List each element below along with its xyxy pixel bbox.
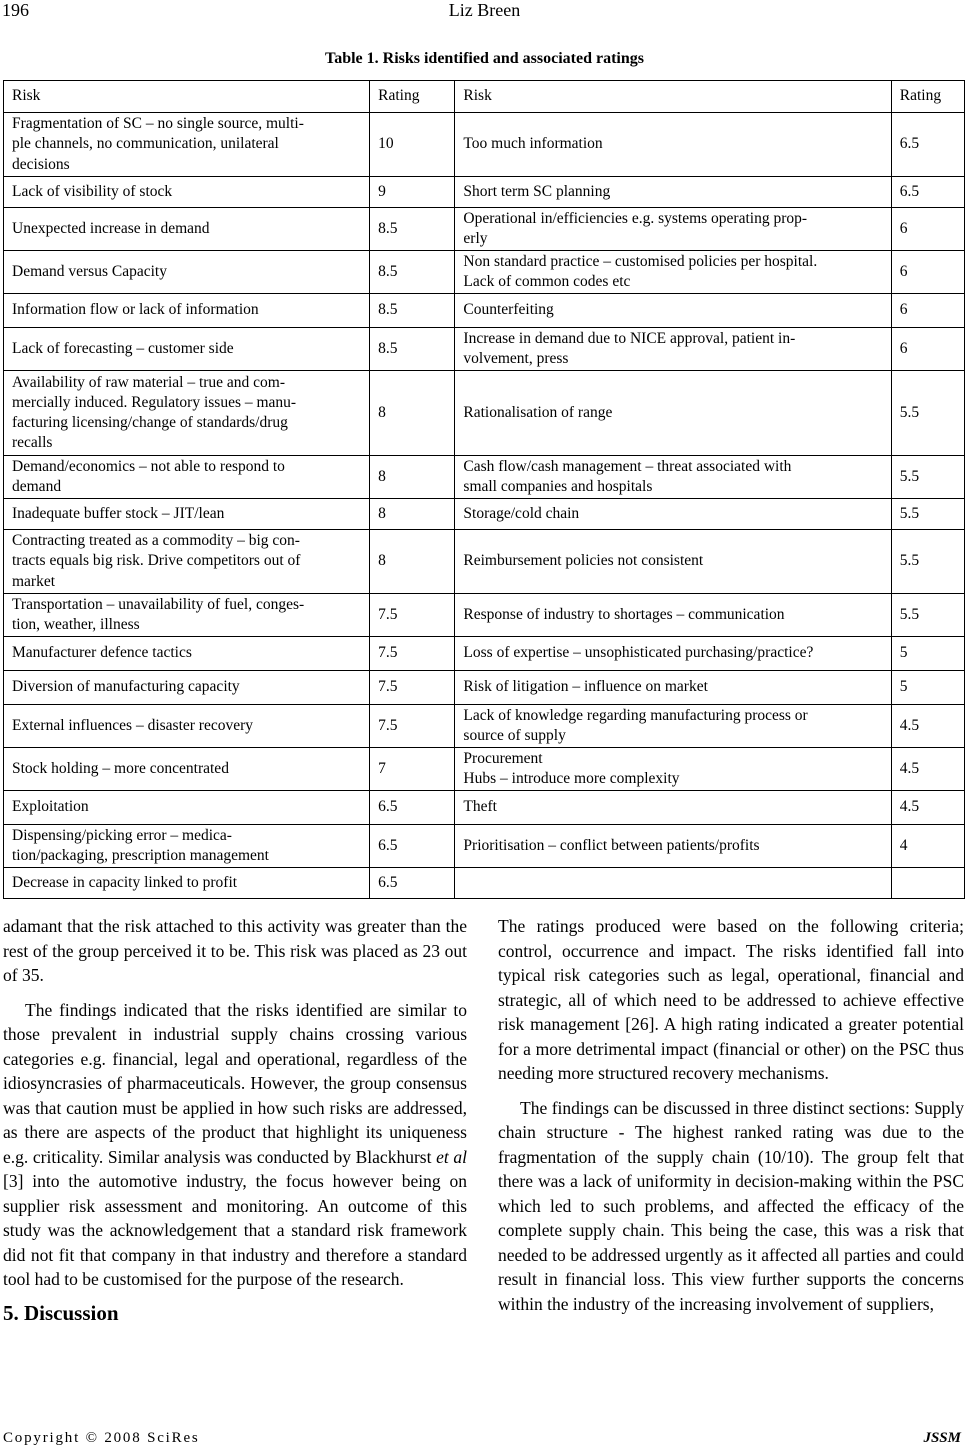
table-row bbox=[4, 705, 965, 748]
cell-line: Dispensing/picking error – medica- bbox=[12, 826, 232, 844]
cell-line: Contracting treated as a commodity – big con- bbox=[12, 532, 300, 550]
cell-line: Unexpected increase in demand bbox=[12, 219, 210, 237]
rating-cell: 9 bbox=[370, 177, 455, 208]
cell-line: Transportation – unavailability of fuel, conges- bbox=[12, 595, 305, 613]
risk-cell bbox=[455, 530, 891, 594]
risk-cell bbox=[4, 791, 370, 825]
rating-cell: 7.5 bbox=[370, 671, 455, 705]
table-row bbox=[4, 251, 965, 294]
rating-cell: 5.5 bbox=[891, 530, 964, 594]
paragraph: The findings can be discussed in three distinct sections: Supply chain structure - The highest ranked rating was due to the fragmentation of the supply chain (10/10). The group felt that there was a lack of uniformity in decision-making within the PSC which led to such problems, and affected the efficacy of the complete supply chain. This being the case, this was a risk that needed to be addressed urgently as it affected all parties and could result in financial loss. This view further supports the concerns within the industry of the increasing involvement of suppliers, bbox=[498, 1097, 964, 1314]
cell-line: Manufacturer defence tactics bbox=[12, 644, 192, 662]
cell-line: Reimbursement policies not consistent bbox=[463, 552, 704, 570]
cell-line: market bbox=[12, 572, 56, 590]
rating-cell: 4.5 bbox=[891, 705, 964, 748]
risk-cell bbox=[4, 671, 370, 705]
cell-line: tion/packaging, prescription management bbox=[12, 847, 269, 864]
rating-cell bbox=[891, 868, 964, 899]
risk-cell bbox=[4, 251, 370, 294]
left-column bbox=[3, 914, 467, 1326]
risk-cell bbox=[4, 748, 370, 791]
rating-cell: 7.5 bbox=[370, 594, 455, 637]
risk-cell bbox=[4, 705, 370, 748]
table-row bbox=[4, 671, 965, 705]
risk-cell bbox=[4, 208, 370, 251]
rating-cell: 7 bbox=[370, 748, 455, 791]
table-row bbox=[4, 530, 965, 594]
risk-cell bbox=[455, 113, 891, 177]
risk-cell bbox=[4, 456, 370, 499]
risk-cell bbox=[455, 705, 891, 748]
risk-cell bbox=[455, 499, 891, 530]
cell-line: Lack of knowledge regarding manufacturing process or bbox=[463, 706, 808, 724]
cell-line: Loss of expertise – unsophisticated purchasing/practice? bbox=[463, 644, 814, 662]
cell-line: Lack of visibility of stock bbox=[12, 182, 173, 200]
cell-line: Fragmentation of SC – no single source, multi- bbox=[12, 115, 304, 133]
paragraph bbox=[3, 998, 467, 1292]
rating-cell: 4 bbox=[891, 825, 964, 868]
rating-cell: 7.5 bbox=[370, 637, 455, 671]
rating-cell: 5.5 bbox=[891, 371, 964, 456]
cell-line: Counterfeiting bbox=[463, 301, 554, 319]
cell-line: Risk of litigation – influence on market bbox=[463, 678, 708, 696]
cell-line: Theft bbox=[463, 798, 497, 816]
table-caption: Table 1. Risks identified and associated ratings bbox=[324, 50, 644, 67]
rating-cell: 6.5 bbox=[891, 177, 964, 208]
cell-line: External influences – disaster recovery bbox=[12, 716, 254, 734]
risk-cell bbox=[4, 328, 370, 371]
rating-cell: 8.5 bbox=[370, 208, 455, 251]
table-header-row bbox=[4, 81, 965, 113]
rating-cell: 6.5 bbox=[891, 113, 964, 177]
rating-cell: 7.5 bbox=[370, 705, 455, 748]
risk-cell bbox=[455, 294, 891, 328]
risk-cell bbox=[455, 868, 891, 899]
rating-cell: 6.5 bbox=[370, 868, 455, 899]
table-row bbox=[4, 791, 965, 825]
section-heading: 5. Discussion bbox=[3, 1300, 119, 1325]
column-header-rating: Rating bbox=[891, 81, 964, 113]
cell-line: Operational in/efficiencies e.g. systems operating prop- bbox=[463, 209, 808, 227]
rating-cell: 4.5 bbox=[891, 748, 964, 791]
risk-cell bbox=[4, 177, 370, 208]
rating-cell: 6 bbox=[891, 328, 964, 371]
risk-cell bbox=[4, 113, 370, 177]
table-row bbox=[4, 177, 965, 208]
rating-cell: 8.5 bbox=[370, 294, 455, 328]
rating-cell: 5 bbox=[891, 671, 964, 705]
risk-cell bbox=[4, 499, 370, 530]
risk-cell bbox=[455, 825, 891, 868]
paragraph-text: [3] into the automotive industry, the focus however being on supplier risk assessment and monitoring. An outcome of this study was the acknowledgement that a standard risk framework did not fit that company in that industry and therefore a standard tool had to be customised for the purpose of the research. bbox=[3, 1171, 467, 1289]
risk-cell bbox=[4, 294, 370, 328]
rating-cell: 5.5 bbox=[891, 594, 964, 637]
table-row bbox=[4, 825, 965, 868]
column-header-risk: Risk bbox=[4, 81, 370, 113]
rating-cell: 6 bbox=[891, 208, 964, 251]
risk-cell bbox=[455, 208, 891, 251]
rating-cell: 6 bbox=[891, 251, 964, 294]
cell-line: Storage/cold chain bbox=[463, 504, 580, 522]
risk-cell bbox=[4, 825, 370, 868]
cell-line: erly bbox=[463, 230, 488, 247]
cell-line: ple channels, no communication, unilateral bbox=[12, 135, 279, 153]
cell-line: Demand versus Capacity bbox=[12, 262, 167, 280]
cell-line: Decrease in capacity linked to profit bbox=[12, 873, 238, 891]
cell-line: Increase in demand due to NICE approval, patient in- bbox=[463, 329, 796, 347]
table-row bbox=[4, 113, 965, 177]
risk-cell bbox=[455, 328, 891, 371]
cell-line: facturing licensing/change of standards/drug bbox=[12, 414, 288, 431]
table-row bbox=[4, 868, 965, 899]
risk-cell bbox=[455, 791, 891, 825]
cell-line: Stock holding – more concentrated bbox=[12, 759, 229, 777]
rating-cell: 5.5 bbox=[891, 456, 964, 499]
risk-cell bbox=[455, 748, 891, 791]
cell-line: Inadequate buffer stock – JIT/lean bbox=[12, 504, 225, 522]
rating-cell: 6 bbox=[891, 294, 964, 328]
cell-line: Availability of raw material – true and com- bbox=[12, 373, 286, 391]
risk-cell bbox=[4, 868, 370, 899]
cell-line: recalls bbox=[12, 434, 53, 452]
risk-cell bbox=[455, 371, 891, 456]
rating-cell: 8 bbox=[370, 499, 455, 530]
cell-line: Prioritisation – conflict between patients/profits bbox=[463, 836, 760, 854]
cell-line: Exploitation bbox=[12, 798, 89, 816]
rating-cell: 8 bbox=[370, 530, 455, 594]
cell-line: Lack of common codes etc bbox=[463, 273, 631, 290]
table-row bbox=[4, 371, 965, 456]
journal-footer: JSSM bbox=[923, 1430, 961, 1446]
cell-line: decisions bbox=[12, 155, 70, 173]
risk-cell bbox=[4, 637, 370, 671]
risk-cell bbox=[4, 371, 370, 456]
running-head-author: Liz Breen bbox=[448, 0, 521, 20]
rating-cell: 5.5 bbox=[891, 499, 964, 530]
table-row bbox=[4, 328, 965, 371]
risk-cell bbox=[455, 177, 891, 208]
cell-line: Lack of forecasting – customer side bbox=[12, 339, 234, 357]
risk-cell bbox=[455, 594, 891, 637]
risk-cell bbox=[455, 456, 891, 499]
cell-line: Hubs – introduce more complexity bbox=[463, 770, 680, 787]
cell-line: small companies and hospitals bbox=[463, 478, 653, 495]
rating-cell: 4.5 bbox=[891, 791, 964, 825]
cell-line: Procurement bbox=[463, 749, 543, 767]
cell-line: Cash flow/cash management – threat associated with bbox=[463, 457, 792, 475]
cell-line: tracts equals big risk. Drive competitors out of bbox=[12, 552, 301, 570]
table-row bbox=[4, 294, 965, 328]
copyright-footer: Copyright © 2008 SciRes bbox=[3, 1430, 200, 1446]
risk-cell bbox=[4, 594, 370, 637]
risk-table bbox=[3, 80, 965, 899]
rating-cell: 8 bbox=[370, 371, 455, 456]
rating-cell: 5 bbox=[891, 637, 964, 671]
rating-cell: 8 bbox=[370, 456, 455, 499]
cell-line: Short term SC planning bbox=[463, 182, 611, 200]
risk-cell bbox=[455, 637, 891, 671]
paragraph: The ratings produced were based on the following criteria; control, occurrence and impact. The risks identified fall into typical risk categories such as legal, operational, financial and strategic, all of which need to be addressed to achieve effective risk management [26]. A high rating indicated a greater potential for a more detrimental impact (financial or other) on the PSC thus needing more structured recovery mechanisms. bbox=[498, 916, 964, 1083]
table-row bbox=[4, 456, 965, 499]
cell-line: Too much information bbox=[463, 135, 603, 153]
cell-line: Response of industry to shortages – communication bbox=[463, 605, 785, 623]
rating-cell: 10 bbox=[370, 113, 455, 177]
rating-cell: 8.5 bbox=[370, 328, 455, 371]
paragraph: adamant that the risk attached to this activity was greater than the rest of the group perceived it to be. This risk was placed as 23 out of 35. bbox=[3, 916, 467, 985]
rating-cell: 8.5 bbox=[370, 251, 455, 294]
cell-line: volvement, press bbox=[463, 350, 569, 367]
table-row bbox=[4, 748, 965, 791]
rating-cell: 6.5 bbox=[370, 791, 455, 825]
citation-et-al: et al bbox=[436, 1146, 467, 1167]
rating-cell: 6.5 bbox=[370, 825, 455, 868]
cell-line: Demand/economics – not able to respond to bbox=[12, 457, 285, 475]
risk-cell bbox=[455, 671, 891, 705]
table-row bbox=[4, 594, 965, 637]
cell-line: tion, weather, illness bbox=[12, 616, 140, 633]
paragraph-text: The findings indicated that the risks identified are similar to those prevalent in industrial supply chains crossing various categories e.g. financial, legal and operational, regardless of the idiosyncrasies of pharmaceuticals. However, the group consensus was that caution must be applied in how such risks are addressed, as there are aspects of the product that highlight its uniqueness e.g. criticality. Similar analysis was conducted by Blackhurst bbox=[3, 999, 467, 1167]
cell-line: demand bbox=[12, 478, 62, 495]
cell-line: Information flow or lack of information bbox=[12, 301, 259, 319]
cell-line: mercially induced. Regulatory issues – manu- bbox=[12, 393, 297, 411]
table-row bbox=[4, 208, 965, 251]
risk-cell bbox=[4, 530, 370, 594]
cell-line: Rationalisation of range bbox=[463, 403, 613, 421]
right-column bbox=[498, 914, 964, 1316]
table-row bbox=[4, 499, 965, 530]
column-header-risk: Risk bbox=[455, 81, 891, 113]
table-row bbox=[4, 637, 965, 671]
cell-line: Non standard practice – customised policies per hospital. bbox=[463, 252, 818, 270]
cell-line: source of supply bbox=[463, 727, 566, 744]
page-number: 196 bbox=[2, 0, 29, 20]
column-header-rating: Rating bbox=[370, 81, 455, 113]
risk-cell bbox=[455, 251, 891, 294]
cell-line: Diversion of manufacturing capacity bbox=[12, 678, 240, 696]
